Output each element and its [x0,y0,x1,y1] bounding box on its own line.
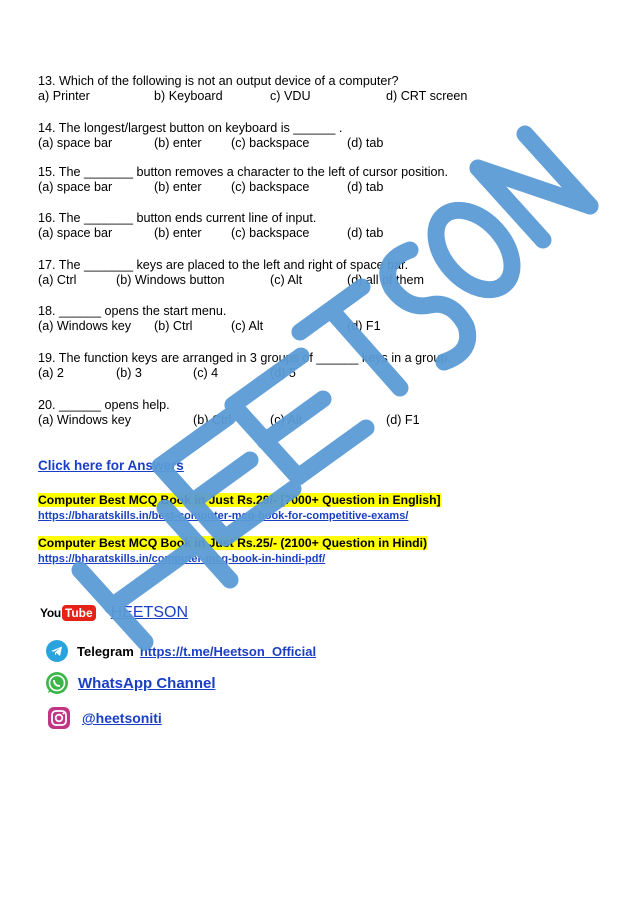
promo-hindi-book [38,536,427,567]
telegram-icon [46,640,68,662]
option-a: (a) Windows key [38,413,132,427]
option-b: (b) 3 [116,366,142,380]
question-text: 20. ______ opens help. [38,398,170,412]
whatsapp-icon [45,671,69,695]
option-b: (b) enter [154,180,202,194]
option-b: (b) enter [154,136,202,150]
whatsapp-row [45,671,216,695]
option-c: (c) backspace [231,226,310,240]
question-text: 19. The function keys are arranged in 3 groups of ______ keys in a group. [38,351,451,365]
question-text: 15. The _______ button removes a character to the left of cursor position. [38,165,449,179]
question-15 [38,165,448,195]
option-a: (a) space bar [38,136,113,150]
promo-english-book [38,493,441,524]
option-d: (d) tab [347,226,384,240]
option-d: (d) tab [347,180,384,194]
question-text: 17. The _______ keys are placed to the left and right of space bar. [38,258,409,272]
option-b: (b) Windows button [116,273,225,287]
option-c: (c) Alt [231,319,264,333]
promo-url-link[interactable]: https://bharatskills.in/best-computer-mcq-book-for-competitive-exams/ [38,510,409,522]
option-c: (c) 4 [193,366,219,380]
question-20 [38,398,420,428]
question-18 [38,304,381,334]
instagram-row [47,706,162,730]
option-d: (d) all of them [347,273,424,287]
question-text: 14. The longest/largest button on keyboard is ______ . [38,121,343,135]
watermark-letter-o [421,196,527,305]
telegram-row [46,640,316,662]
question-19 [38,351,451,381]
question-16 [38,211,384,241]
option-c: (c) Alt [270,413,303,427]
whatsapp-channel-link[interactable]: WhatsApp Channel [78,674,216,692]
option-d: (d) F1 [347,319,381,333]
option-b: b) Keyboard [154,89,223,103]
option-a: (a) 2 [38,366,64,380]
youtube-row [40,604,188,622]
promo-title: Computer Best MCQ Book in Just Rs.25/- (2100+ Question in Hindi) [38,536,428,550]
promo-title: Computer Best MCQ Book in Just Rs.29/- [7000+ Question in English] [38,493,441,507]
option-b: (b) Ctrl [154,319,193,333]
answers-link[interactable]: Click here for Answers [38,458,184,473]
option-d: (d) F1 [386,413,420,427]
option-a: (a) Windows key [38,319,132,333]
watermark-letter-n [478,134,590,240]
option-d: (d) 5 [270,366,296,380]
option-a: (a) space bar [38,180,113,194]
option-b: (b) enter [154,226,202,240]
option-c: c) VDU [270,89,311,103]
youtube-logo-tube: Tube [62,605,96,621]
option-a: (a) Ctrl [38,273,77,287]
question-text: 18. ______ opens the start menu. [38,304,227,318]
telegram-link[interactable]: https://t.me/Heetson_Official [139,643,317,659]
instagram-handle-link[interactable]: @heetsoniti [82,710,162,726]
youtube-channel-link[interactable]: HEETSON [110,604,188,621]
option-c: (c) backspace [231,136,310,150]
youtube-logo-you: You [40,606,61,620]
option-d: (d) tab [347,136,384,150]
question-14 [38,121,384,151]
option-a: a) Printer [38,89,90,103]
question-text: 13. Which of the following is not an output device of a computer? [38,74,399,88]
promo-url-link[interactable]: https://bharatskills.in/computer-mcq-book-in-hindi-pdf/ [38,553,326,565]
question-text: 16. The _______ button ends current line of input. [38,211,317,225]
option-d: d) CRT screen [386,89,468,103]
youtube-icon [40,604,96,622]
option-a: (a) space bar [38,226,113,240]
option-b: (b) Ctrl [193,413,232,427]
instagram-icon [47,706,71,730]
option-c: (c) backspace [231,180,310,194]
telegram-label: Telegram [77,643,134,659]
question-13 [38,74,468,104]
option-c: (c) Alt [270,273,303,287]
question-17 [38,258,424,288]
